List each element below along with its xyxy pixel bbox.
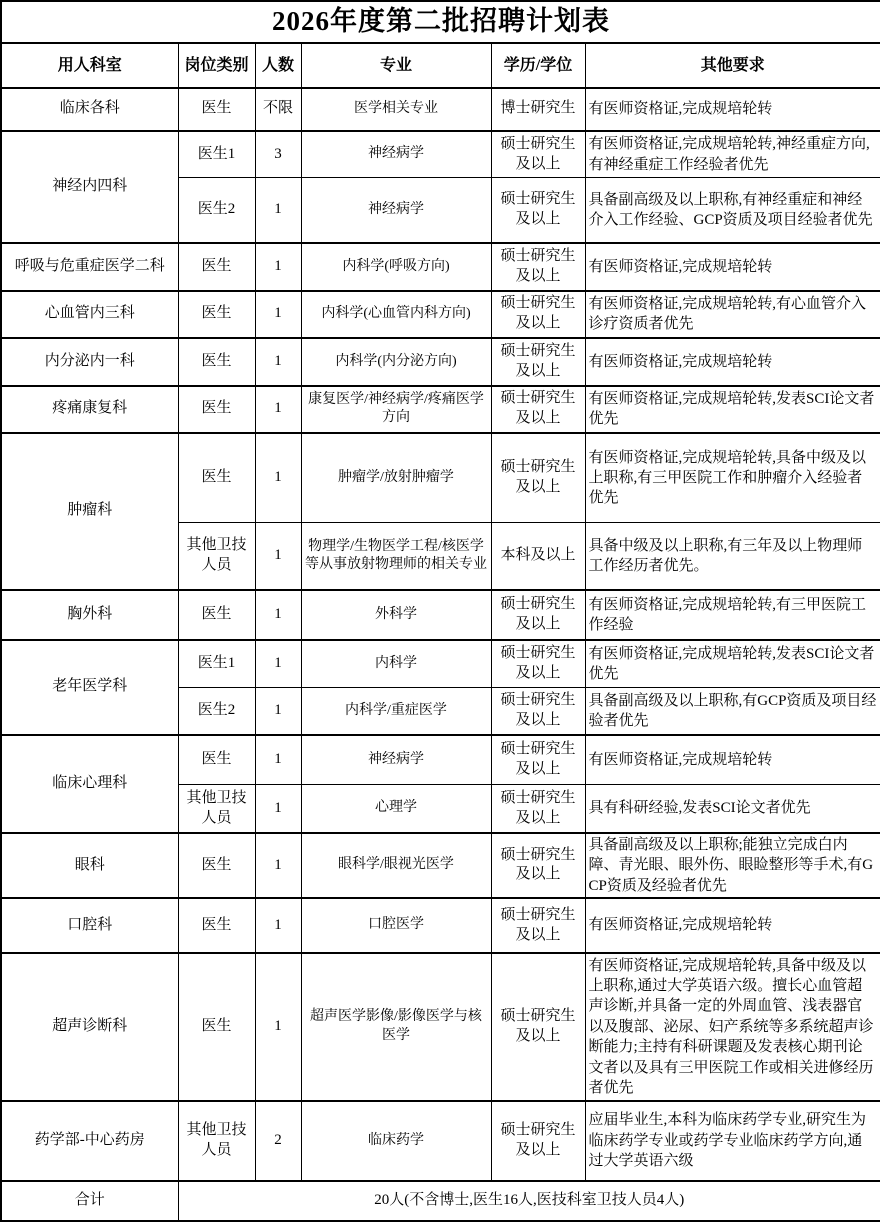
count-cell: 1 (255, 898, 301, 953)
count-cell: 1 (255, 953, 301, 1101)
dept-cell: 口腔科 (1, 898, 178, 953)
requirements-cell: 有医师资格证,完成规培轮转,发表SCI论文者优先 (585, 640, 880, 688)
requirements-cell: 有医师资格证,完成规培轮转,发表SCI论文者优先 (585, 386, 880, 433)
position-cell: 医生2 (178, 688, 255, 735)
requirements-cell: 有医师资格证,完成规培轮转 (585, 243, 880, 291)
degree-cell: 硕士研究生及以上 (491, 735, 585, 785)
dept-cell: 胸外科 (1, 590, 178, 640)
requirements-cell: 有医师资格证,完成规培轮转,具备中级及以上职称,有三甲医院工作和肿瘤介入经验者优先 (585, 433, 880, 523)
count-cell: 2 (255, 1101, 301, 1181)
requirements-cell: 有医师资格证,完成规培轮转 (585, 898, 880, 953)
dept-cell: 超声诊断科 (1, 953, 178, 1101)
position-cell: 医生 (178, 898, 255, 953)
requirements-cell: 具备副高级及以上职称,有GCP资质及项目经验者优先 (585, 688, 880, 735)
header-row (1, 43, 880, 88)
position-cell: 其他卫技人员 (178, 785, 255, 833)
degree-cell: 硕士研究生及以上 (491, 833, 585, 898)
table-row (1, 291, 880, 338)
dept-cell: 眼科 (1, 833, 178, 898)
dept-cell: 疼痛康复科 (1, 386, 178, 433)
count-cell: 1 (255, 590, 301, 640)
major-cell: 外科学 (301, 590, 491, 640)
total-row (1, 1181, 880, 1221)
requirements-cell: 具备副高级及以上职称;能独立完成白内障、青光眼、眼外伤、眼睑整形等手术,有GCP资质及经验者优先 (585, 833, 880, 898)
table-row (1, 590, 880, 640)
major-cell: 内科学(心血管内科方向) (301, 291, 491, 338)
dept-cell: 临床心理科 (1, 735, 178, 833)
degree-cell: 硕士研究生及以上 (491, 953, 585, 1101)
requirements-cell: 有医师资格证,完成规培轮转,具备中级及以上职称,通过大学英语六级。擅长心血管超声诊断,并具备一定的外周血管、浅表器官以及腹部、泌尿、妇产系统等多系统超声诊断能力;主持有科研课题及发表核心期刊论文者以及具有三甲医院工作或相关进修经历者优先 (585, 953, 880, 1101)
col-header-requirements: 其他要求 (585, 43, 880, 88)
major-cell: 物理学/生物医学工程/核医学等从事放射物理师的相关专业 (301, 523, 491, 590)
requirements-cell: 有医师资格证,完成规培轮转,有三甲医院工作经验 (585, 590, 880, 640)
count-cell: 1 (255, 178, 301, 243)
requirements-cell: 具备副高级及以上职称,有神经重症和神经介入工作经验、GCP资质及项目经验者优先 (585, 178, 880, 243)
col-header-degree: 学历/学位 (491, 43, 585, 88)
count-cell: 1 (255, 833, 301, 898)
major-cell: 内科学 (301, 640, 491, 688)
count-cell: 1 (255, 433, 301, 523)
dept-cell: 老年医学科 (1, 640, 178, 735)
position-cell: 医生 (178, 735, 255, 785)
major-cell: 医学相关专业 (301, 88, 491, 131)
major-cell: 内科学(内分泌方向) (301, 338, 491, 386)
position-cell: 医生 (178, 433, 255, 523)
major-cell: 内科学(呼吸方向) (301, 243, 491, 291)
col-header-major: 专业 (301, 43, 491, 88)
major-cell: 肿瘤学/放射肿瘤学 (301, 433, 491, 523)
requirements-cell: 具有科研经验,发表SCI论文者优先 (585, 785, 880, 833)
degree-cell: 硕士研究生及以上 (491, 243, 585, 291)
requirements-cell: 具备中级及以上职称,有三年及以上物理师工作经历者优先。 (585, 523, 880, 590)
position-cell: 医生 (178, 338, 255, 386)
degree-cell: 硕士研究生及以上 (491, 590, 585, 640)
col-header-dept: 用人科室 (1, 43, 178, 88)
dept-cell: 临床各科 (1, 88, 178, 131)
count-cell: 1 (255, 338, 301, 386)
position-cell: 医生 (178, 243, 255, 291)
position-cell: 医生 (178, 386, 255, 433)
dept-cell: 药学部-中心药房 (1, 1101, 178, 1181)
dept-cell: 心血管内三科 (1, 291, 178, 338)
table-row (1, 386, 880, 433)
degree-cell: 硕士研究生及以上 (491, 338, 585, 386)
degree-cell: 硕士研究生及以上 (491, 1101, 585, 1181)
count-cell: 不限 (255, 88, 301, 131)
table-row (1, 1101, 880, 1181)
count-cell: 1 (255, 735, 301, 785)
count-cell: 3 (255, 131, 301, 178)
major-cell: 口腔医学 (301, 898, 491, 953)
table-row (1, 433, 880, 523)
degree-cell: 硕士研究生及以上 (491, 433, 585, 523)
table-row (1, 243, 880, 291)
table-row (1, 898, 880, 953)
position-cell: 医生 (178, 833, 255, 898)
major-cell: 神经病学 (301, 131, 491, 178)
page-title: 2026年度第二批招聘计划表 (1, 1, 880, 43)
degree-cell: 硕士研究生及以上 (491, 386, 585, 433)
title-row (1, 1, 880, 43)
position-cell: 医生1 (178, 131, 255, 178)
requirements-cell: 有医师资格证,完成规培轮转,有心血管介入诊疗资质者优先 (585, 291, 880, 338)
table-row (1, 338, 880, 386)
table-row (1, 735, 880, 785)
table-row (1, 833, 880, 898)
degree-cell: 博士研究生 (491, 88, 585, 131)
position-cell: 医生 (178, 590, 255, 640)
requirements-cell: 有医师资格证,完成规培轮转 (585, 88, 880, 131)
requirements-cell: 有医师资格证,完成规培轮转 (585, 735, 880, 785)
count-cell: 1 (255, 523, 301, 590)
position-cell: 医生 (178, 88, 255, 131)
major-cell: 内科学/重症医学 (301, 688, 491, 735)
count-cell: 1 (255, 386, 301, 433)
table-row (1, 131, 880, 178)
count-cell: 1 (255, 291, 301, 338)
degree-cell: 硕士研究生及以上 (491, 640, 585, 688)
table-row (1, 88, 880, 131)
count-cell: 1 (255, 688, 301, 735)
dept-cell: 肿瘤科 (1, 433, 178, 590)
position-cell: 其他卫技人员 (178, 1101, 255, 1181)
position-cell: 医生 (178, 953, 255, 1101)
table-row (1, 953, 880, 1101)
major-cell: 心理学 (301, 785, 491, 833)
requirements-cell: 有医师资格证,完成规培轮转 (585, 338, 880, 386)
degree-cell: 硕士研究生及以上 (491, 785, 585, 833)
dept-cell: 神经内四科 (1, 131, 178, 243)
position-cell: 其他卫技人员 (178, 523, 255, 590)
major-cell: 神经病学 (301, 178, 491, 243)
major-cell: 眼科学/眼视光医学 (301, 833, 491, 898)
requirements-cell: 应届毕业生,本科为临床药学专业,研究生为临床药学专业或药学专业临床药学方向,通过大学英语六级 (585, 1101, 880, 1181)
table-row (1, 640, 880, 688)
count-cell: 1 (255, 785, 301, 833)
col-header-count: 人数 (255, 43, 301, 88)
dept-cell: 呼吸与危重症医学二科 (1, 243, 178, 291)
major-cell: 康复医学/神经病学/疼痛医学方向 (301, 386, 491, 433)
degree-cell: 本科及以上 (491, 523, 585, 590)
position-cell: 医生2 (178, 178, 255, 243)
major-cell: 临床药学 (301, 1101, 491, 1181)
col-header-position: 岗位类别 (178, 43, 255, 88)
dept-cell: 内分泌内一科 (1, 338, 178, 386)
major-cell: 神经病学 (301, 735, 491, 785)
major-cell: 超声医学影像/影像医学与核医学 (301, 953, 491, 1101)
degree-cell: 硕士研究生及以上 (491, 131, 585, 178)
total-summary: 20人(不含博士,医生16人,医技科室卫技人员4人) (178, 1181, 880, 1221)
count-cell: 1 (255, 243, 301, 291)
degree-cell: 硕士研究生及以上 (491, 898, 585, 953)
degree-cell: 硕士研究生及以上 (491, 688, 585, 735)
degree-cell: 硕士研究生及以上 (491, 291, 585, 338)
count-cell: 1 (255, 640, 301, 688)
position-cell: 医生 (178, 291, 255, 338)
requirements-cell: 有医师资格证,完成规培轮转,神经重症方向,有神经重症工作经验者优先 (585, 131, 880, 178)
degree-cell: 硕士研究生及以上 (491, 178, 585, 243)
position-cell: 医生1 (178, 640, 255, 688)
total-label: 合计 (1, 1181, 178, 1221)
